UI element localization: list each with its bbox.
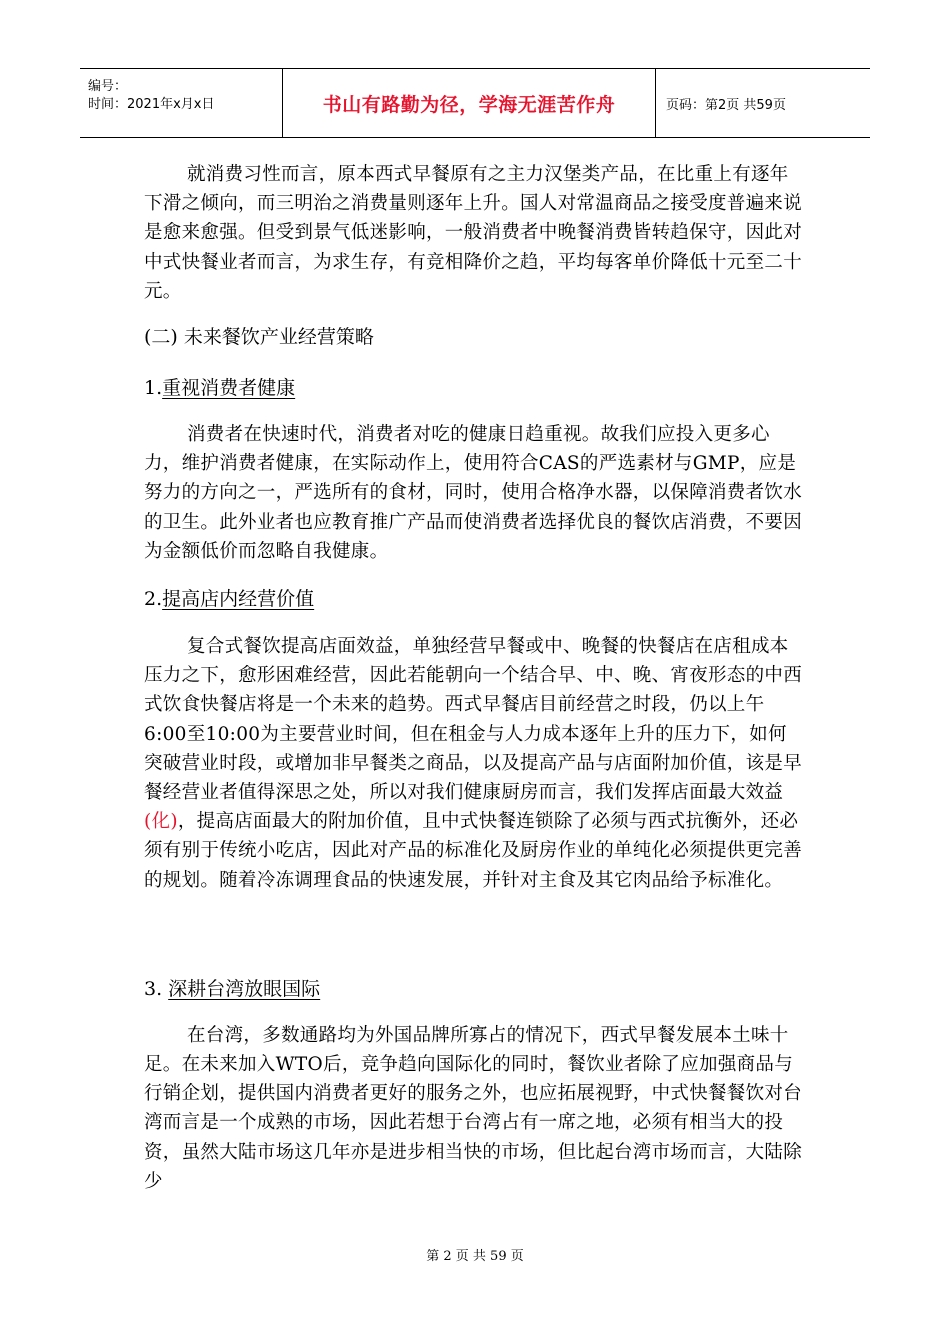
header-table <box>80 68 870 138</box>
section-heading-strategy: (二) 未来餐饮产业经营策略 <box>144 326 374 349</box>
subheading-2-number: 2. <box>144 588 163 611</box>
paragraph-consumption-habits: 就消费习性而言，原本西式早餐原有之主力汉堡类产品，在比重上有逐年下滑之倾向，而三明治之消费量则逐年上升。国人对常温商品之接受度普遍来说是愈来愈强。但受到景气低迷影响，一般消费者中晚餐消费皆转趋保守，因此对中式快餐业者而言，为求生存，有竞相降价之趋，平均每客单价降低十元至二十元。 <box>144 164 803 302</box>
subheading-1-number: 1. <box>144 377 163 400</box>
subheading-2 <box>144 585 804 614</box>
paragraph-store-value <box>144 632 804 895</box>
paragraph-consumer-health: 消费者在快速时代，消费者对吃的健康日趋重视。故我们应投入更多心力，维护消费者健康，在实际动作上，使用符合CAS的严选素材与GMP，应是努力的方向之一，严选所有的食材，同时，使用合格净水器，以保障消费者饮水的卫生。此外业者也应教育推广产品而使消费者选择优良的餐饮店消费，不要因为金额低价而忽略自我健康。 <box>144 424 803 562</box>
paragraph-store-value-part2: ，提高店面最大的附加价值，且中式快餐连锁除了必须与西式抗衡外，还必须有别于传统小吃店，因此对产品的标准化及厨房作业的单纯化必须提供更完善的规划。随着冷冻调理食品的快速发展，并针对主食及其它肉品给予标准化。 <box>144 811 803 891</box>
header-motto-cell <box>283 69 656 137</box>
header-page-info: 页码：第2页 共59页 <box>666 97 786 113</box>
subheading-3-number: 3. <box>144 977 169 1000</box>
subheading-3 <box>144 975 804 1004</box>
document-time-label: 时间：2021年x月x日 <box>88 97 215 112</box>
page-footer: 第 2 页 共 59 页 <box>426 1249 524 1264</box>
highlighted-text: (化) <box>144 811 178 833</box>
document-number-label: 编号： <box>88 79 128 94</box>
paragraph-taiwan-international: 在台湾，多数通路均为外国品牌所寡占的情况下，西式早餐发展本土味十足。在未来加入WTO后，竞争趋向国际化的同时，餐饮业者除了应加强商品与行销企划，提供国内消费者更好的服务之外，也应拓展视野，中式快餐餐饮对台湾而言是一个成熟的市场，因此若想于台湾占有一席之地，必须有相当大的投资，虽然大陆市场这几年亦是进步相当快的市场，但比起台湾市场而言，大陆除少 <box>144 1024 803 1192</box>
subheading-1-text: 重视消费者健康 <box>162 377 296 400</box>
paragraph-store-value-part1: 复合式餐饮提高店面效益，单独经营早餐或中、晚餐的快餐店在店租成本压力之下，愈形困难经营，因此若能朝向一个结合早、中、晚、宵夜形态的中西式饮食快餐店将是一个未来的趋势。西式早餐店目前经营之时段，仍以上午6:00至10:00为主要营业时间，但在租金与人力成本逐年上升的压力下，如何突破营业时段，或增加非早餐类之商品，以及提高产品与店面附加价值，该是早餐经营业者值得深思之处，所以对我们健康厨房而言，我们发挥店面最大效益 <box>144 636 803 804</box>
subheading-1 <box>144 374 804 403</box>
header-page-cell <box>656 69 870 137</box>
subheading-2-text: 提高店内经营价值 <box>162 588 315 611</box>
document-body <box>144 160 804 1196</box>
header-motto: 书山有路勤为径，学海无涯苦作舟 <box>322 93 616 116</box>
subheading-3-text: 深耕台湾放眼国际 <box>168 977 321 1000</box>
header-meta-cell <box>80 69 283 137</box>
